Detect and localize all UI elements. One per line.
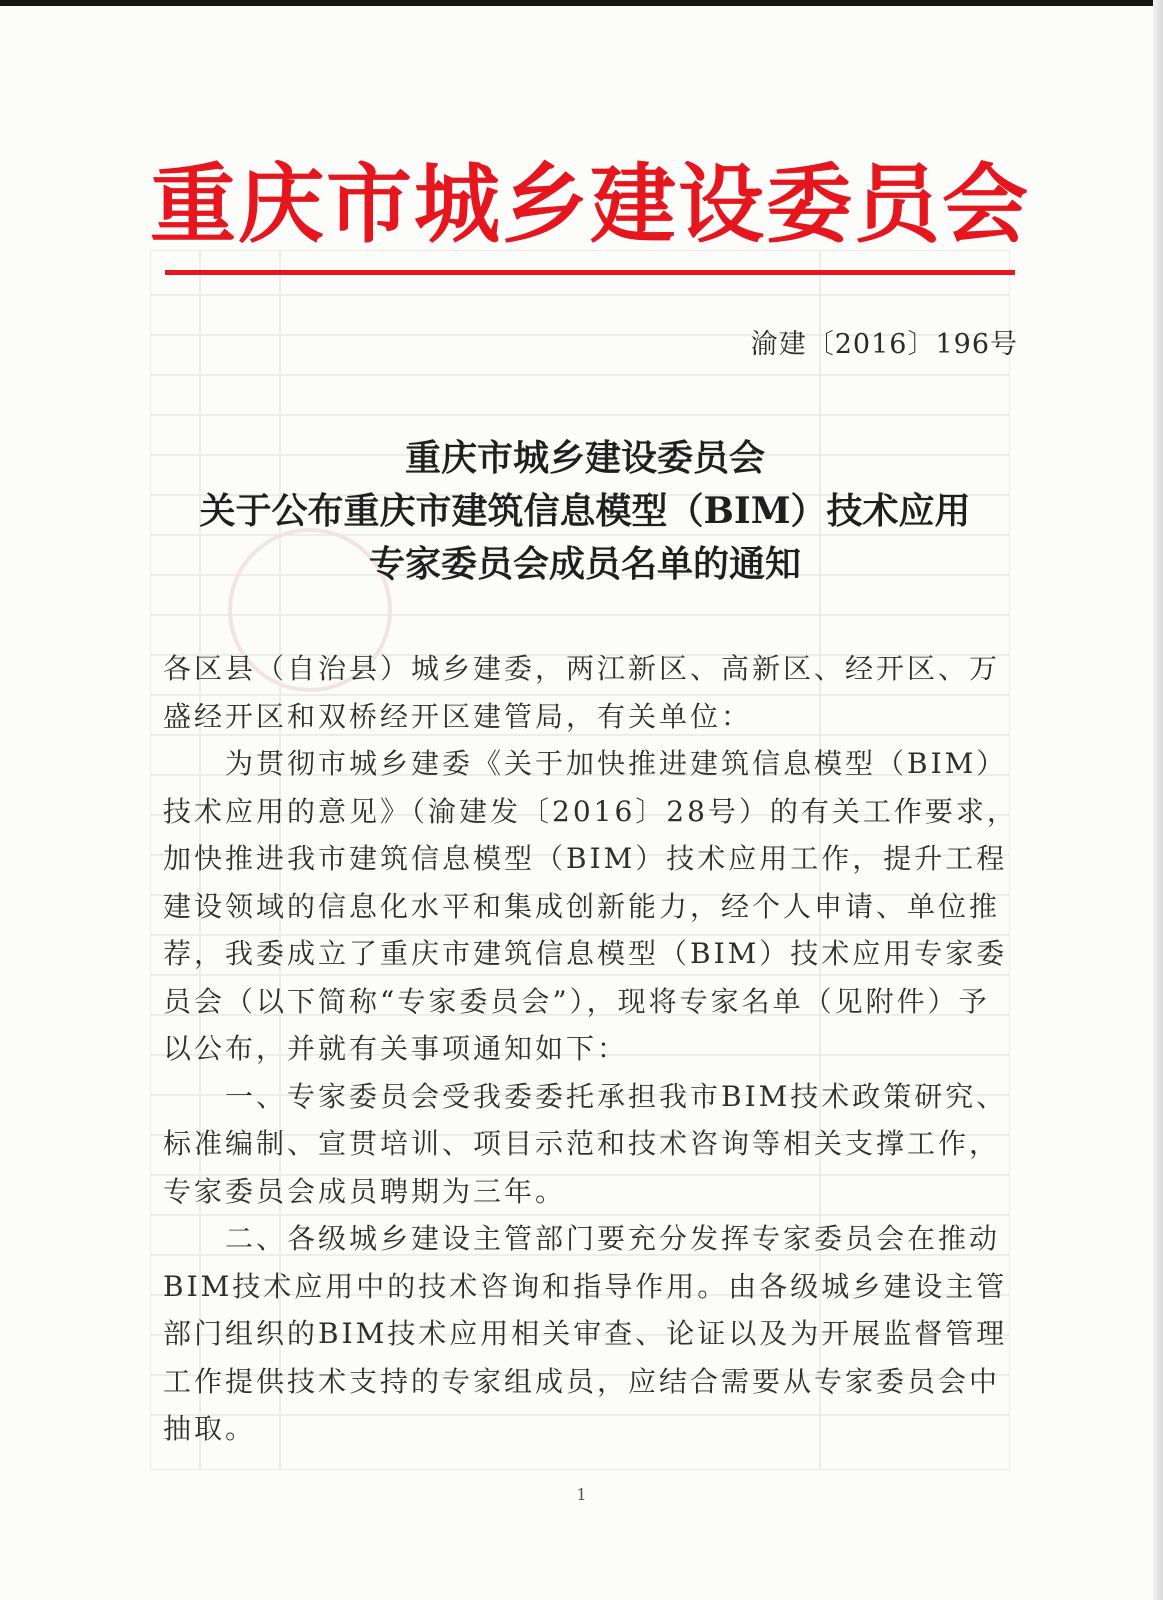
body-paragraph-3: 二、各级城乡建设主管部门要充分发挥专家委员会在推动BIM技术应用中的技术咨询和指导作用。由各级城乡建设主管部门组织的BIM技术应用相关审查、论证以及为开展监督管理工作提供技术支持的专家组成员，应结合需要从专家委员会中抽取。 — [163, 1222, 1008, 1445]
letterhead-red-rule — [165, 270, 1015, 275]
scan-edge-right — [1153, 0, 1163, 1600]
document-body — [163, 645, 1018, 1453]
title-line-2: 关于公布重庆市建筑信息模型（BIM）技术应用 — [199, 490, 971, 532]
body-paragraph-1: 为贯彻市城乡建委《关于加快推进建筑信息模型（BIM）技术应用的意见》（渝建发〔2016〕28号）的有关工作要求，加快推进我市建筑信息模型（BIM）技术应用工作，提升工程建设领域的信息化水平和集成创新能力，经个人申请、单位推荐，我委成立了重庆市建筑信息模型（BIM）技术应用专家委员会（以下简称“专家委员会”），现将专家名单（见附件）予以公布，并就有关事项通知如下： — [163, 747, 1018, 1065]
addressee: 各区县（自治县）城乡建委，两江新区、高新区、经开区、万盛经开区和双桥经开区建管局，有关单位： — [163, 652, 1001, 733]
letterhead-issuer: 重庆市城乡建设委员会 — [150, 154, 1030, 255]
scan-edge-top — [0, 0, 1163, 6]
body-paragraph-2: 一、专家委员会受我委委托承担我市BIM技术政策研究、标准编制、宣贯培训、项目示范和技术咨询等相关支撑工作，专家委员会成员聘期为三年。 — [163, 1079, 1008, 1208]
title-line-3: 专家委员会成员名单的通知 — [368, 543, 801, 585]
document-number: 渝建〔2016〕196号 — [750, 329, 1018, 360]
page-number: 1 — [576, 1485, 587, 1504]
document-title — [150, 432, 1020, 591]
title-line-1: 重庆市城乡建设委员会 — [404, 437, 765, 479]
